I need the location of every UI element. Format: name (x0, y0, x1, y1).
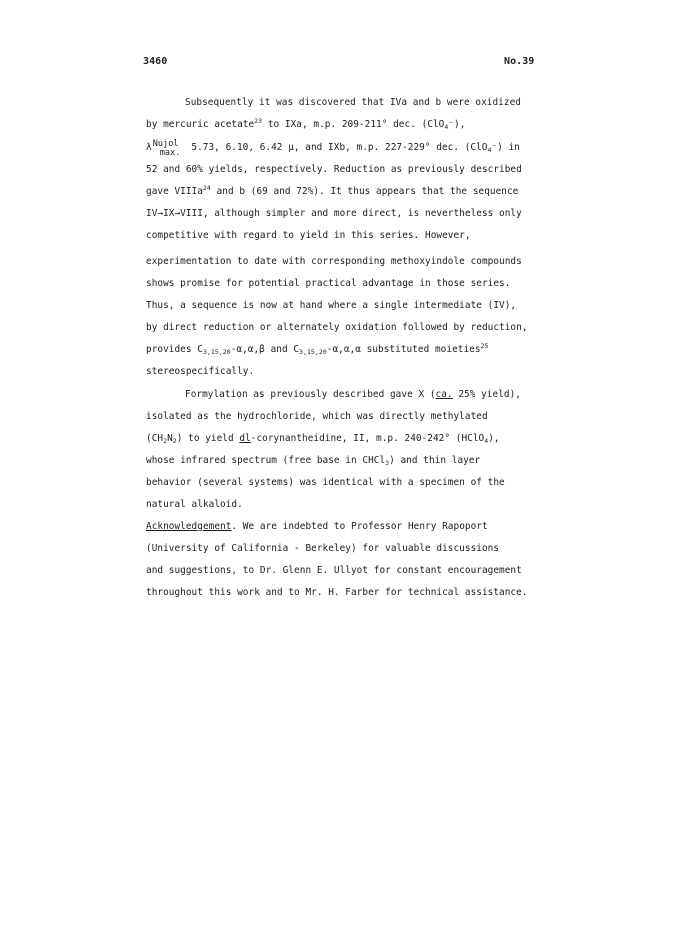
paragraph-1-line-2: by mercuric acetate$^{23}$ to IXa, m.p. 209-211° dec. (ClO$_4$⁻), (146, 117, 466, 131)
acknowledgement-line-2: (University of California - Berkeley) for valuable discussions (146, 543, 500, 554)
paragraph-1-line-1: Subsequently it was discovered that IVa and b were oxidized (185, 97, 521, 108)
paragraph-1-line-4: 52 and 60% yields, respectively. Reduction as previously described (146, 164, 522, 175)
paragraph-3-line-4: whose infrared spectrum (free base in CHCl$_3$) and thin layer (146, 455, 481, 467)
paragraph-1-line-5: gave VIIIa$^{24}$ and b (69 and 72%). It thus appears that the sequence (146, 184, 519, 197)
acknowledgement-heading: Acknowledgement (146, 521, 232, 532)
paragraph-3-line-6: natural alkaloid. (146, 499, 243, 510)
paragraph-2-line-4: by direct reduction or alternately oxidation followed by reduction, (146, 322, 528, 333)
paragraph-1-line-3: λ Nujol max. 5.73, 6.10, 6.42 µ, and IXb, m.p. 227-229° dec. (ClO$_4$⁻) in (146, 139, 520, 158)
paragraph-3-line-2: isolated as the hydrochloride, which was directly methylated (146, 411, 488, 422)
paragraph-2-line-2: shows promise for potential practical advantage in those series. (146, 278, 511, 289)
paragraph-2-line-6: stereospecifically. (146, 366, 255, 377)
paragraph-3-line-5: behavior (several systems) was identical with a specimen of the (146, 477, 505, 488)
paragraph-1-line-7: competitive with regard to yield in this series. However, (146, 230, 471, 241)
reference-24: 24 (202, 184, 211, 192)
issue-number: No.39 (504, 56, 535, 67)
paragraph-2-line-5: provides $C_{3,15,20}-\alpha,\alpha,\beta$ and $C_{3,15,20}-\alpha,\alpha,\alpha$ substituted moieties$^{25}$ (146, 342, 489, 356)
acknowledgement-line-1: Acknowledgement. We are indebted to Professor Henry Rapoport (146, 521, 488, 532)
acknowledgement-line-4: throughout this work and to Mr. H. Farber for technical assistance. (146, 587, 528, 598)
paragraph-3-line-1: Formylation as previously described gave X (ca. 25% yield), (185, 389, 521, 400)
page-number: 3460 (143, 56, 168, 67)
reference-23: 23 (254, 117, 263, 125)
reference-25: 25 (480, 342, 489, 350)
paragraph-1-line-6: IV→IX→VIII, although simpler and more direct, is nevertheless only (146, 208, 522, 219)
lambda-symbol: λ (146, 142, 152, 153)
paragraph-2-line-1: experimentation to date with corresponding methoxyindole compounds (146, 256, 522, 267)
acknowledgement-line-3: and suggestions, to Dr. Glenn E. Ullyot for constant encouragement (146, 565, 522, 576)
paragraph-3-line-3: $(CH_2N_2)$ to yield dl-corynantheidine, II, m.p. 240-242° (HClO$_4$), (146, 433, 500, 445)
paragraph-2-line-3: Thus, a sequence is now at hand where a single intermediate (IV), (146, 300, 517, 311)
nujol-max-label: Nujol max. (152, 139, 181, 158)
